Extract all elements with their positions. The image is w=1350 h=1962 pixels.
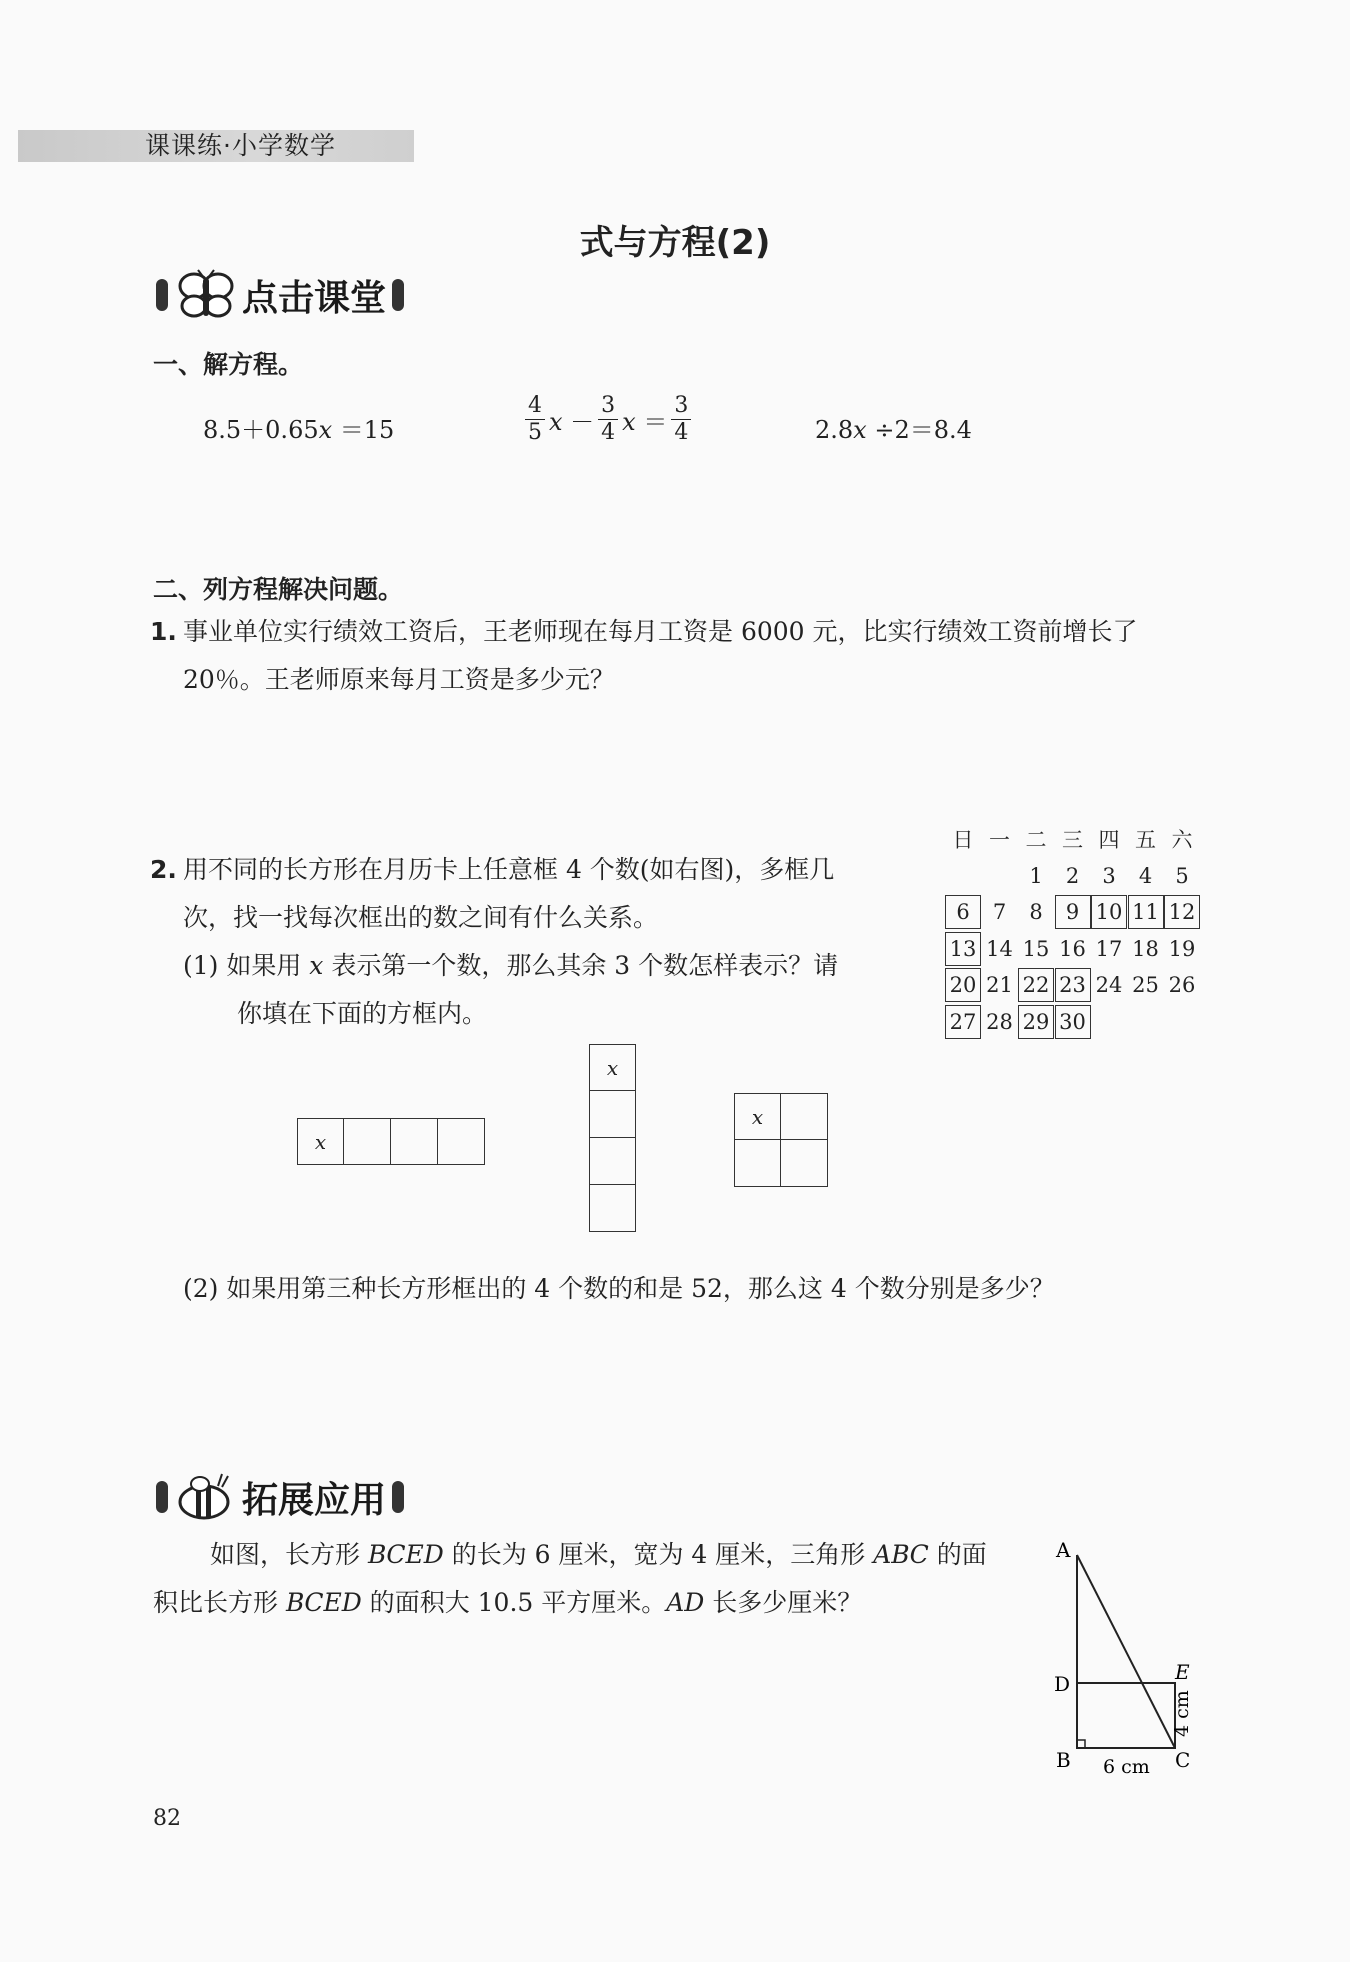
book-title: 课课练·小学数学 [145, 131, 336, 160]
rectangle-BCED [1077, 1683, 1175, 1748]
bee-icon [174, 1470, 236, 1524]
question-2-sub1-line-1: (1) 如果用 𝑥 表示第一个数，那么其余 3 个数怎样表示？请 [183, 951, 839, 980]
calendar-day: 13 [945, 932, 981, 966]
question-2-line-2: 次，找一找每次框出的数之间有什么关系。 [183, 903, 659, 932]
calendar-day: 12 [1164, 895, 1200, 929]
calendar-day: 3 [1102, 863, 1116, 888]
question-2-number: 2. [150, 855, 177, 884]
butterfly-icon [174, 268, 236, 322]
calendar-day: 23 [1055, 968, 1091, 1002]
section2-heading: 二、列方程解决问题。 [153, 575, 404, 604]
question-2-sub1-line-2: 你填在下面的方框内。 [237, 999, 488, 1028]
label-A: A [1056, 1538, 1071, 1562]
calendar-day: 27 [945, 1005, 981, 1039]
calendar-day: 6 [945, 895, 981, 929]
numerator: 3 [671, 393, 691, 420]
question-1-line-1: 事业单位实行绩效工资后，王老师现在每月工资是 6000 元，比实行绩效工资前增长了 [183, 617, 1138, 646]
answer-box[interactable] [781, 1140, 828, 1187]
calendar-day: 22 [1018, 968, 1054, 1002]
calendar-day: 8 [1029, 900, 1043, 924]
label-B: B [1056, 1748, 1071, 1772]
calendar-day: 10 [1091, 895, 1127, 929]
calendar-day: 5 [1175, 863, 1189, 888]
calendar-day: 20 [945, 968, 981, 1002]
answer-box[interactable] [781, 1093, 828, 1140]
denominator: 4 [601, 420, 616, 445]
answer-box[interactable] [344, 1118, 391, 1165]
banner-label: 拓展应用 [242, 1479, 387, 1521]
question-1-number: 1. [150, 617, 177, 646]
banner-left-cap [156, 279, 168, 311]
answer-box[interactable] [589, 1091, 636, 1138]
banner-label: 点击课堂 [242, 277, 387, 319]
denominator: 4 [674, 420, 689, 445]
answer-box-x[interactable]: 𝑥 [734, 1093, 781, 1140]
calendar-day: 7 [992, 900, 1007, 924]
geometry-figure [1040, 1535, 1220, 1785]
calendar-day: 29 [1018, 1005, 1054, 1039]
extension-line-1: 如图，长方形 𝐵𝐶𝐸𝐷 的长为 6 厘米，宽为 4 厘米，三角形 𝐴𝐵𝐶 的面 [210, 1540, 987, 1569]
numerator: 4 [525, 393, 545, 420]
answer-boxes-horizontal [297, 1118, 485, 1165]
calendar-day: 14 [986, 936, 1013, 961]
calendar-weekday: 二 [1025, 828, 1047, 852]
calendar-day: 9 [1055, 895, 1091, 929]
calendar-day: 30 [1055, 1005, 1091, 1039]
answer-box[interactable] [734, 1140, 781, 1187]
answer-box[interactable] [589, 1185, 636, 1232]
calendar-day: 24 [1095, 973, 1123, 997]
label-E: E [1175, 1660, 1190, 1684]
equation-2 [525, 393, 691, 446]
fraction-4-5 [525, 393, 545, 446]
question-2-line-1: 用不同的长方形在月历卡上任意框 4 个数(如右图)，多框几 [183, 855, 835, 884]
calendar-day: 4 [1138, 863, 1153, 888]
answer-box[interactable] [391, 1118, 438, 1165]
answer-box[interactable] [438, 1118, 485, 1165]
calendar-weekday: 三 [1062, 828, 1083, 852]
calendar-weekday: 日 [952, 828, 974, 852]
equation-3: 2.8𝑥 ÷2＝8.4 [815, 416, 972, 444]
calendar-day: 17 [1095, 936, 1123, 961]
section-banner-classroom [150, 268, 410, 322]
question-2-sub2: (2) 如果用第三种长方形框出的 4 个数的和是 52，那么这 4 个数分别是多少？ [183, 1274, 1055, 1303]
banner-left-cap [156, 1481, 168, 1513]
calendar-day: 25 [1132, 973, 1159, 997]
label-height: 4 cm [1171, 1690, 1193, 1737]
label-width: 6 cm [1103, 1756, 1150, 1778]
answer-boxes-vertical [589, 1044, 636, 1232]
answer-box-x[interactable]: 𝑥 [589, 1044, 636, 1091]
eq2-term: 𝑥 ＝ [622, 408, 668, 436]
calendar-weekday: 五 [1135, 828, 1156, 852]
answer-box-x[interactable]: 𝑥 [297, 1118, 344, 1165]
section1-heading: 一、解方程。 [153, 350, 304, 379]
answer-boxes-square [734, 1093, 828, 1187]
line-AC [1077, 1555, 1175, 1748]
right-angle-mark [1077, 1740, 1085, 1748]
calendar-day: 21 [986, 973, 1013, 997]
month-calendar [945, 822, 1205, 1042]
fraction-3-4-a [598, 393, 618, 446]
answer-box[interactable] [589, 1138, 636, 1185]
section-banner-extension [150, 1470, 410, 1524]
label-D: D [1054, 1672, 1071, 1696]
denominator: 5 [528, 420, 542, 445]
calendar-day: 11 [1128, 895, 1164, 929]
calendar-weekday: 一 [989, 828, 1010, 852]
banner-right-cap [392, 279, 404, 311]
eq2-term: 𝑥 － [549, 408, 595, 436]
calendar-day: 26 [1168, 973, 1196, 997]
fraction-3-4-b [671, 393, 691, 446]
calendar-day: 16 [1059, 936, 1086, 961]
calendar-weekday: 六 [1171, 828, 1193, 852]
banner-right-cap [392, 1481, 404, 1513]
calendar-day: 2 [1065, 863, 1080, 888]
page-number: 82 [153, 1806, 181, 1831]
calendar-day: 1 [1029, 863, 1043, 888]
calendar-day: 15 [1022, 936, 1050, 961]
calendar-day: 18 [1132, 936, 1159, 961]
calendar-day: 28 [986, 1009, 1013, 1034]
question-1-line-2: 20％。王老师原来每月工资是多少元？ [183, 665, 615, 694]
calendar-weekday: 四 [1098, 828, 1120, 852]
equation-1: 8.5＋0.65𝑥 ＝15 [203, 416, 395, 444]
label-C: C [1175, 1748, 1191, 1772]
page-title: 式与方程(2) [579, 223, 771, 263]
numerator: 3 [598, 393, 618, 420]
extension-line-2: 积比长方形 𝐵𝐶𝐸𝐷 的面积大 10.5 平方厘米。𝐴𝐷 长多少厘米？ [153, 1588, 863, 1617]
calendar-day: 19 [1168, 936, 1196, 961]
